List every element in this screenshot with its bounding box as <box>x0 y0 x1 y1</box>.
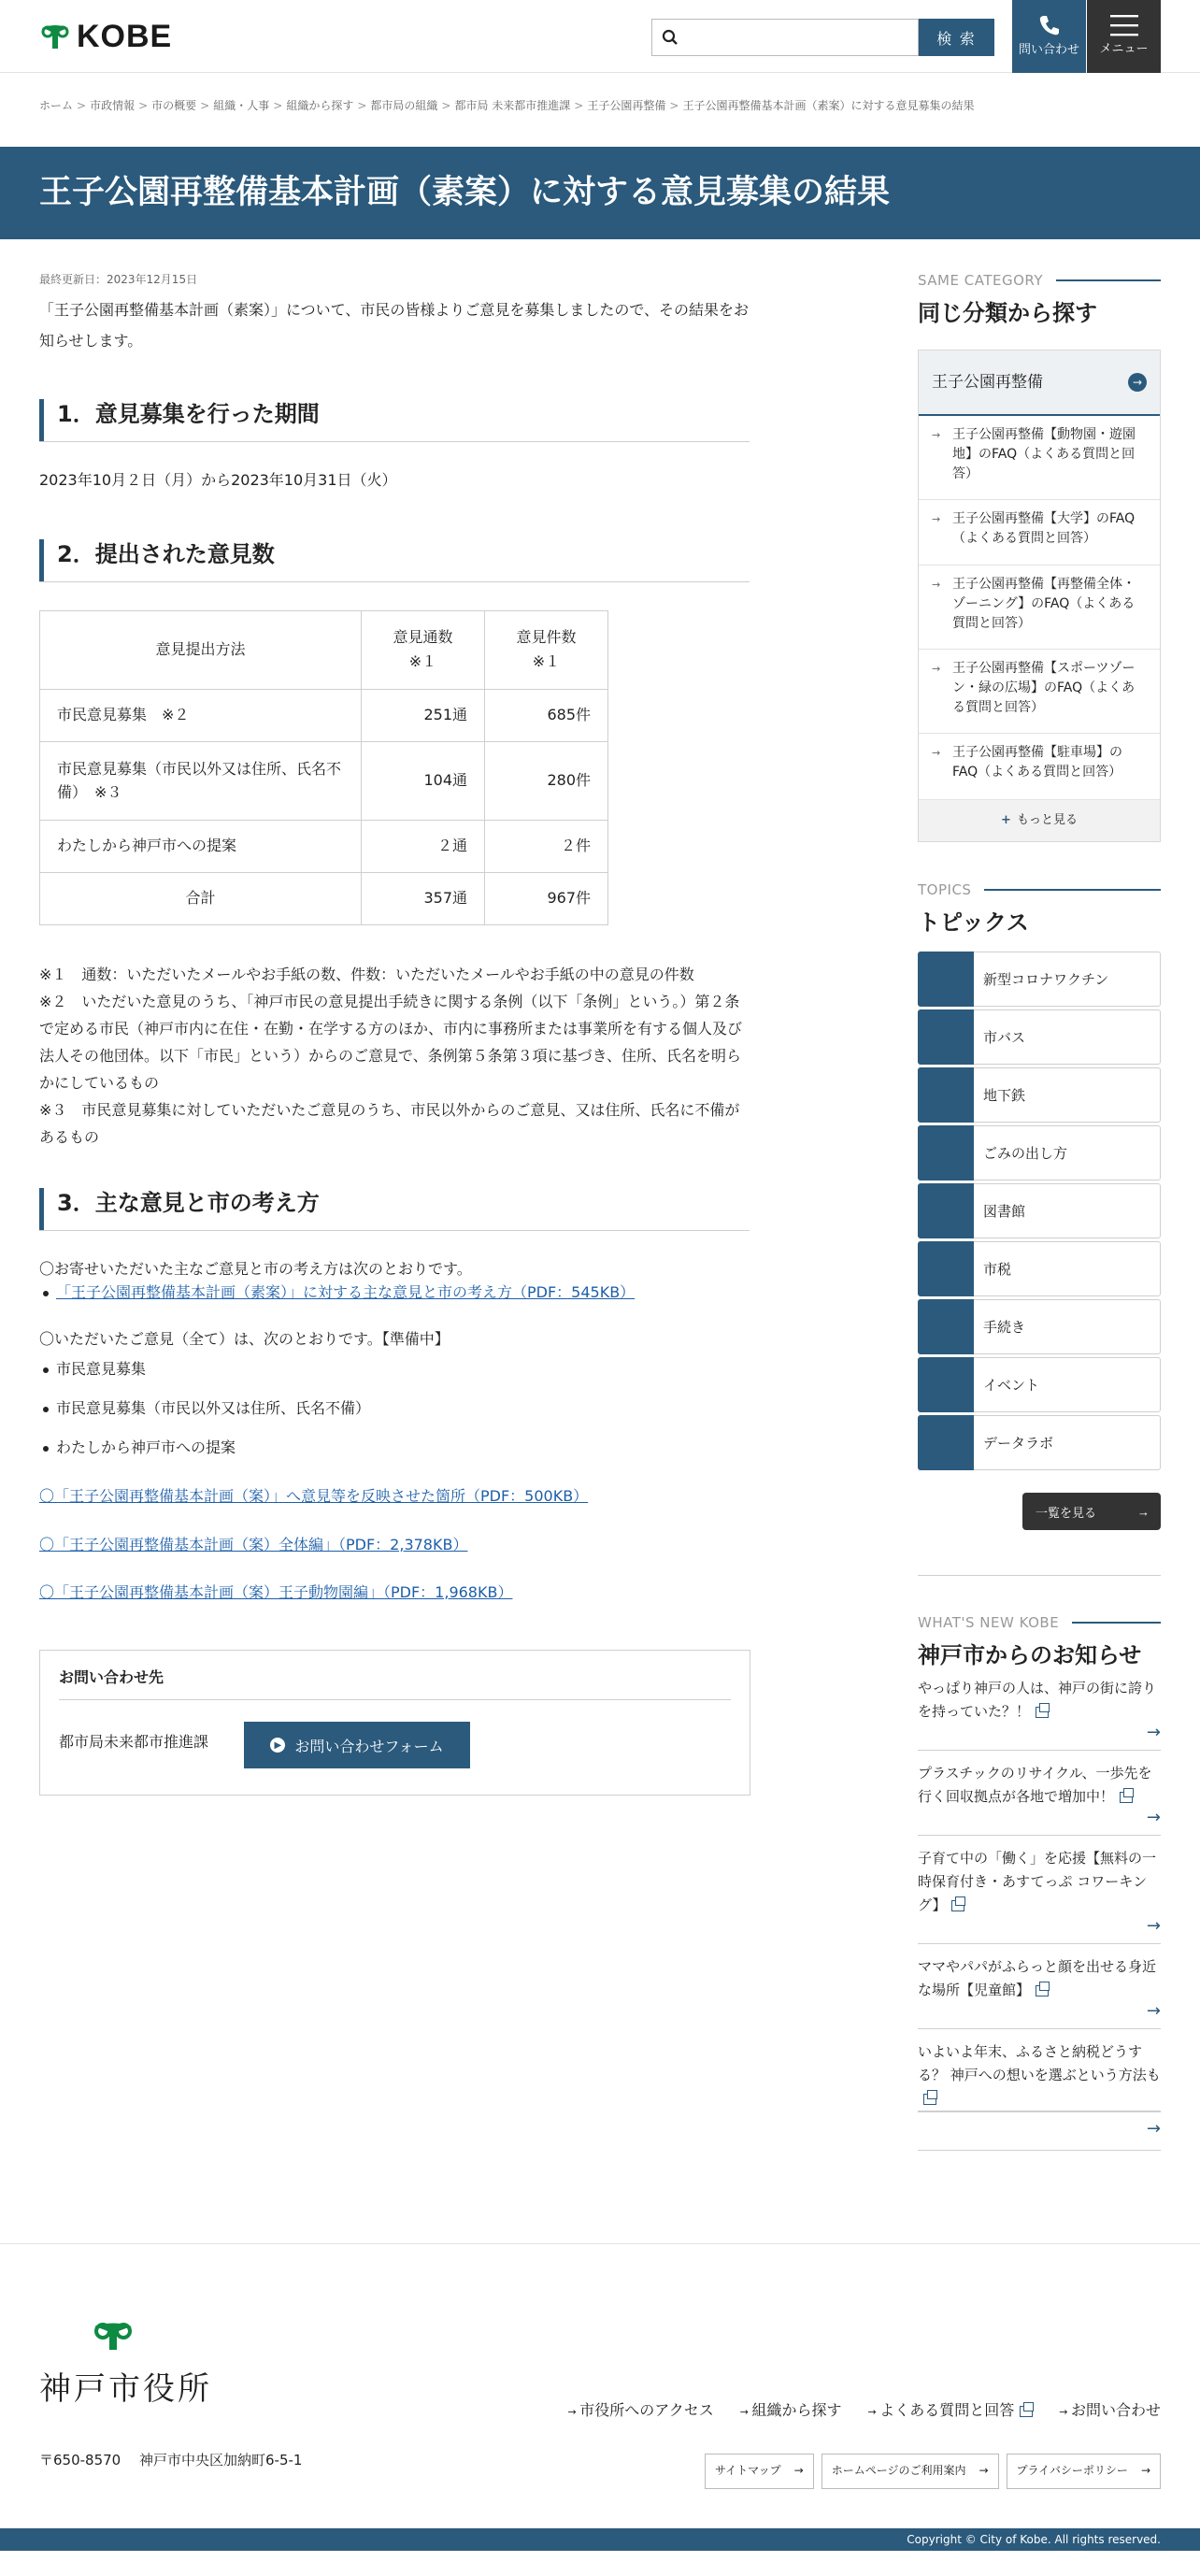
topics-list <box>918 952 1161 1470</box>
news-item[interactable] <box>918 2029 1161 2151</box>
footer-link[interactable]: → よくある質問と回答 <box>868 2398 1034 2423</box>
topics-heading: トピックス <box>918 909 1029 936</box>
table-row <box>40 689 608 741</box>
arrow-right-icon: → <box>1146 2119 1161 2140</box>
table-cell: 251通 <box>362 689 485 741</box>
topic-swatch <box>918 952 974 1007</box>
breadcrumb-item[interactable]: 組織から探す <box>286 99 354 112</box>
pdf-link-reflected[interactable]: 〇「王子公園再整備基本計画（案）」へ意見等を反映させた箇所（PDF：500KB） <box>39 1486 589 1505</box>
contact-label: 問い合わせ <box>1018 42 1079 57</box>
news-text: プラスチックのリサイクル、一歩先を行く回収拠点が各地で増加中！ <box>918 1765 1152 1806</box>
footnote: ※１ 通数：いただいたメールやお手紙の数、件数：いただいたメールやお手紙の中の意見の件数 <box>39 965 694 983</box>
breadcrumb-item[interactable]: 市の概要 <box>151 99 197 112</box>
list-item <box>39 1281 750 1305</box>
arrow-right-icon: → <box>1140 2464 1150 2478</box>
table-cell: ２件 <box>485 820 608 872</box>
site-logo[interactable] <box>39 21 172 52</box>
topic-item[interactable] <box>918 1241 1161 1296</box>
topics-en-heading: TOPICS <box>918 879 1161 901</box>
divider <box>918 1575 1161 1576</box>
topic-label: 手続き <box>983 1318 1026 1336</box>
city-hall-name: 神戸市役所 <box>39 2370 212 2408</box>
category-item[interactable]: → 王子公園再整備【駐車場】のFAQ（よくある質問と回答） <box>919 734 1160 800</box>
category-header[interactable] <box>919 351 1160 416</box>
topic-swatch <box>918 1241 974 1296</box>
news-item[interactable] <box>918 1673 1161 1751</box>
category-box <box>918 350 1161 842</box>
kobe-emblem-icon <box>91 2318 136 2354</box>
usage-guide-button[interactable]: ホームページのご利用案内 → <box>821 2454 999 2489</box>
news-list <box>918 1673 1161 2151</box>
main-opinions-pdf-link[interactable]: 「王子公園再整備基本計画（素案）」に対する主な意見と市の考え方（PDF：545KB） <box>56 1283 636 1302</box>
opinions-intro: 〇お寄せいただいた主なご意見と市の考え方は次のとおりです。 <box>39 1259 472 1278</box>
footer-logo[interactable] <box>39 2318 212 2414</box>
table-cell: 合計 <box>40 872 362 924</box>
list-item: わたしから神戸市への提案 <box>39 1436 750 1460</box>
page-bottom <box>0 2551 1200 2576</box>
table-cell: ２通 <box>362 820 485 872</box>
table-header: 意見通数 ※１ <box>362 610 485 689</box>
news-item[interactable] <box>918 1836 1161 1944</box>
sidebar-heading: 同じ分類から探す <box>918 300 1097 326</box>
contact-dept: 都市局未来都市推進課 <box>59 1733 209 1751</box>
table-cell: 市民意見募集 ※２ <box>40 689 362 741</box>
table-header: 意見件数 ※１ <box>485 610 608 689</box>
pdf-link-zoo[interactable]: 〇「王子公園再整備基本計画（案）王子動物園編」（PDF：1,968KB） <box>39 1583 513 1602</box>
site-header <box>0 0 1200 73</box>
contact-form-label: お問い合わせフォーム <box>294 1739 444 1755</box>
topic-item[interactable] <box>918 1183 1161 1238</box>
opinion-count-table <box>39 610 608 925</box>
topic-swatch <box>918 1415 974 1470</box>
category-title: 王子公園再整備 <box>932 372 1043 392</box>
opinions-section <box>39 1257 750 1605</box>
table-cell: わたしから神戸市への提案 <box>40 820 362 872</box>
intro-text: 「王子公園再整備基本計画（素案）」について、市民の皆様よりご意見を募集しましたので、その結果をお知らせします。 <box>39 301 750 351</box>
category-item[interactable]: → 王子公園再整備【大学】のFAQ（よくある質問と回答） <box>919 500 1160 565</box>
privacy-policy-button[interactable]: プライバシーポリシー → <box>1007 2454 1161 2489</box>
footer-sub-links <box>705 2454 1161 2489</box>
table-header: 意見提出方法 <box>40 610 362 689</box>
topic-label: 市税 <box>983 1260 1012 1278</box>
period-text: 2023年10月２日（月）から2023年10月31日（火） <box>39 471 397 490</box>
news-text: ママやパパがふらっと顔を出せる身近な場所【児童館】 <box>918 1958 1157 1999</box>
footer-divider <box>0 2243 1200 2244</box>
sidebar-news <box>918 1611 1161 2151</box>
footer-link[interactable]: → 市役所へのアクセス <box>568 2398 714 2423</box>
topic-swatch <box>918 1299 974 1354</box>
footnote: ※２ いただいた意見のうち、「神戸市民の意見提出手続きに関する条例（以下「条例」という。）第２条で定める市民（神戸市内に在住・在勤・在学する方のほか、市内に事務所または事業所を有する個人及び法人その他団体。以下「市民」という）からのご意見で、条例第５条第３項に基づき、住所、氏名を明らかにしているもの <box>39 992 743 1092</box>
list-item: 市民意見募集（市民以外又は住所、氏名不備） <box>39 1396 750 1421</box>
search-button[interactable]: 検 索 <box>919 19 994 56</box>
page-title-band <box>0 147 1200 239</box>
topic-swatch <box>918 1125 974 1181</box>
topic-label: 図書館 <box>983 1202 1026 1220</box>
breadcrumb-current: 王子公園再整備基本計画（素案）に対する意見募集の結果 <box>682 99 975 112</box>
topic-item[interactable] <box>918 952 1161 1007</box>
category-item[interactable]: → 王子公園再整備【動物園・遊園地】のFAQ（よくある質問と回答） <box>919 416 1160 500</box>
phone-icon <box>1037 13 1062 37</box>
footnote: ※３ 市民意見募集に対していただいたご意見のうち、市民以外からのご意見、又は住所、氏名に不備があるもの <box>39 1100 740 1146</box>
main-opinion-list <box>39 1281 750 1305</box>
arrow-right-icon: → <box>793 2464 804 2478</box>
arrow-right-icon: → <box>979 2464 989 2478</box>
footer-address: 〒650-8570 神戸市中央区加納町6-5-1 <box>39 2452 303 2469</box>
sidebar-same-category <box>918 269 1161 842</box>
topic-swatch <box>918 1183 974 1238</box>
view-all-button[interactable] <box>1022 1493 1161 1530</box>
section-heading-count: 2．提出された意見数 <box>39 539 750 582</box>
copyright: Copyright © City of Kobe. All rights reserved. <box>0 2528 1200 2551</box>
news-text: やっぱり神戸の人は、神戸の街に誇りを持っていた？！ <box>918 1680 1157 1721</box>
table-cell: 967件 <box>485 872 608 924</box>
topic-label: 市バス <box>983 1028 1026 1046</box>
topic-swatch <box>918 1067 974 1123</box>
list-item: 市民意見募集 <box>39 1357 750 1381</box>
table-cell: 104通 <box>362 741 485 820</box>
arrow-circle-icon: ▶ <box>270 1738 285 1753</box>
breadcrumb-item[interactable]: 組織・人事 <box>213 99 270 112</box>
arrow-right-icon: → <box>1128 373 1147 392</box>
topic-swatch <box>918 1357 974 1412</box>
news-text: 子育て中の「働く」を応援【無料の一時保育付き・あすてっぷ コワーキング】 <box>918 1850 1157 1914</box>
external-link-icon <box>1036 1985 1049 1996</box>
breadcrumb-item[interactable]: 市政情報 <box>90 99 136 112</box>
external-link-icon <box>1120 1792 1133 1803</box>
external-link-icon <box>1036 1707 1049 1718</box>
header-contact-button[interactable] <box>1012 0 1086 73</box>
table-row <box>40 741 608 820</box>
sidebar-topics <box>918 879 1161 1530</box>
table-row <box>40 820 608 872</box>
site-search <box>651 19 994 56</box>
topic-label: 地下鉄 <box>983 1086 1026 1104</box>
arrow-right-icon: → <box>1146 1916 1161 1937</box>
contact-box <box>39 1650 750 1796</box>
table-cell: 市民意見募集（市民以外又は住所、氏名不備） ※３ <box>40 741 362 820</box>
table-row-total <box>40 872 608 924</box>
footer-links <box>568 2398 1161 2423</box>
search-input[interactable] <box>651 19 919 56</box>
footer-link[interactable]: → お問い合わせ <box>1059 2398 1161 2423</box>
section-heading-period: 1．意見募集を行った期間 <box>39 399 750 442</box>
all-opinions-text: 〇いただいたご意見（全て）は、次のとおりです。【準備中】 <box>39 1330 450 1349</box>
topic-item[interactable] <box>918 1067 1161 1123</box>
external-link-icon <box>1020 2406 1033 2417</box>
more-button[interactable] <box>919 800 1160 841</box>
arrow-right-icon: → <box>1146 1808 1161 1828</box>
breadcrumb-item[interactable]: 王子公園再整備 <box>587 99 666 112</box>
news-en-heading: WHAT'S NEW KOBE <box>918 1611 1161 1634</box>
more-label: もっと見る <box>1016 812 1078 827</box>
external-link-icon <box>923 2094 936 2105</box>
topic-label: 新型コロナワクチン <box>983 970 1109 988</box>
table-cell: 357通 <box>362 872 485 924</box>
footnotes <box>39 961 750 1151</box>
footer-link[interactable]: → 組織から探す <box>740 2398 842 2423</box>
news-text: いよいよ年末、ふるさと納税どうする？ 神戸への想いを選ぶという方法も <box>918 2043 1161 2084</box>
news-item[interactable] <box>918 1751 1161 1836</box>
topic-item[interactable] <box>918 1009 1161 1065</box>
main-content <box>39 271 750 1605</box>
view-all-label: 一覧を見る <box>1036 1505 1097 1520</box>
external-link-icon <box>951 1900 964 1911</box>
topic-label: ごみの出し方 <box>983 1144 1068 1162</box>
last-updated: 最終更新日：2023年12月15日 <box>39 273 198 286</box>
plus-icon: + <box>1001 812 1011 827</box>
sidebar-en-heading: SAME CATEGORY <box>918 269 1161 292</box>
breadcrumb-item[interactable]: 都市局の組織 <box>370 99 438 112</box>
table-cell: 280件 <box>485 741 608 820</box>
all-opinions-list <box>39 1357 750 1460</box>
contact-title: お問い合わせ先 <box>59 1666 731 1700</box>
logo-text: KOBE <box>77 19 173 54</box>
category-item[interactable]: → 王子公園再整備【スポーツゾーン・緑の広場】のFAQ（よくある質問と回答） <box>919 650 1160 734</box>
hamburger-menu-icon <box>1110 14 1138 36</box>
search-icon <box>662 29 679 46</box>
section-heading-opinions: 3．主な意見と市の考え方 <box>39 1188 750 1231</box>
divider <box>918 2111 1161 2112</box>
header-menu-button[interactable] <box>1087 0 1161 73</box>
table-cell: 685件 <box>485 689 608 741</box>
topic-label: イベント <box>983 1376 1040 1394</box>
breadcrumb-item[interactable]: ホーム <box>39 99 74 112</box>
pdf-link-overall[interactable]: 〇「王子公園再整備基本計画（案）全体編」（PDF：2,378KB） <box>39 1535 468 1553</box>
arrow-right-icon: → <box>1137 1504 1150 1519</box>
breadcrumb: ホーム > 市政情報 > 市の概要 > 組織・人事 > 組織から探す > 都市局の組織 > 都市局 未来都市推進課 > 王子公園再整備 > 王子公園再整備基本計画（素案）に対する意見募集の結果 <box>39 99 975 112</box>
contact-form-button[interactable] <box>244 1722 470 1768</box>
topic-item[interactable] <box>918 1357 1161 1412</box>
breadcrumb-item[interactable]: 都市局 未来都市推進課 <box>454 99 571 112</box>
sitemap-button[interactable]: サイトマップ → <box>705 2454 814 2489</box>
arrow-right-icon: → <box>1146 2001 1161 2022</box>
topic-item[interactable] <box>918 1299 1161 1354</box>
kobe-emblem-icon <box>39 21 71 52</box>
topic-item[interactable] <box>918 1125 1161 1181</box>
topic-label: データラボ <box>983 1434 1054 1452</box>
table-header-row <box>40 610 608 689</box>
category-item[interactable]: → 王子公園再整備【再整備全体・ゾーニング】のFAQ（よくある質問と回答） <box>919 565 1160 650</box>
page-title: 王子公園再整備基本計画（素案）に対する意見募集の結果 <box>39 174 891 211</box>
menu-label: メニュー <box>1099 41 1149 56</box>
news-heading: 神戸市からのお知らせ <box>918 1642 1142 1668</box>
topic-swatch <box>918 1009 974 1065</box>
arrow-right-icon: → <box>1146 1723 1161 1743</box>
news-item[interactable] <box>918 1944 1161 2029</box>
topic-item[interactable] <box>918 1415 1161 1470</box>
